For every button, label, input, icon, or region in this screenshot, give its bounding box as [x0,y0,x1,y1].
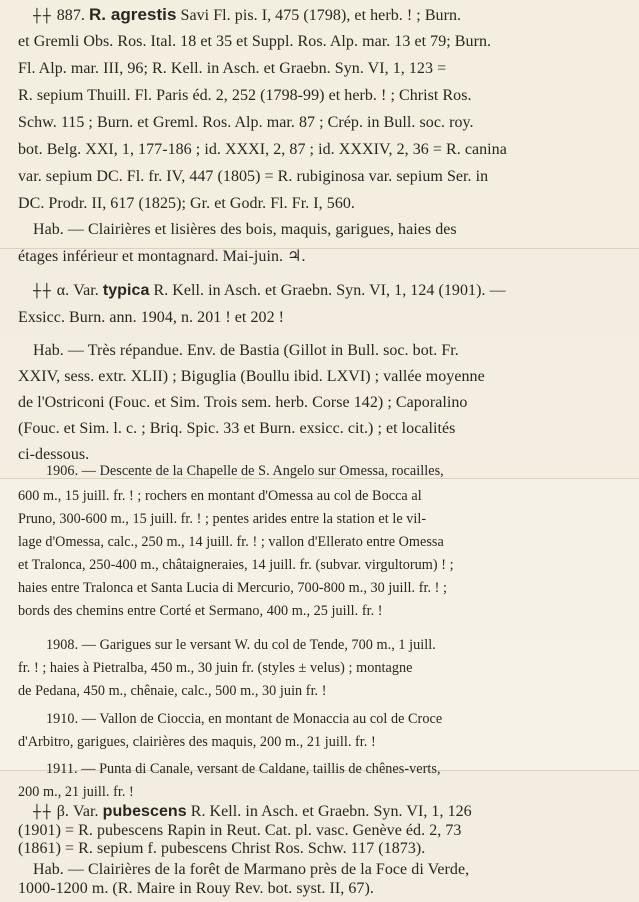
citation-line: Fl. Alp. mar. III, 96; R. Kell. in Asch. et Graebn. Syn. VI, 1, 123 = [18,60,447,77]
species-name: R. agrestis [88,5,177,24]
observation-1906-line: 600 m., 15 juill. fr. ! ; rochers en montant d'Omessa au col de Bocca al [18,488,422,504]
variety-name: pubescens [102,802,187,820]
observation-1908-line: fr. ! ; haies à Pietralba, 450 m., 30 juin fr. (styles ± velus) ; montagne [18,660,413,676]
citation-line: (1901) = R. pubescens Rapin in Reut. Cat. pl. vasc. Genève éd. 2, 73 [18,821,462,839]
observation-1906-line: Pruno, 300-600 m., 15 juill. fr. ! ; pentes arides entre la station et le vil- [18,511,427,527]
observation-1910-line: 1910. — Vallon de Cioccia, en montant de Monaccia au col de Croce [46,711,443,727]
variety-name: typica [102,282,150,299]
observation-1910-line: d'Arbitro, garigues, clairières des maquis, 200 m., 21 juill. fr. ! [18,734,376,750]
observation-1908-line: de Pedana, 450 m., chênaie, calc., 500 m., 30 juin fr. ! [18,683,327,699]
habitat-line: Hab. — Clairières et lisières des bois, maquis, garigues, haies des [33,221,457,238]
variety-heading-line [33,280,632,303]
species-heading-line [33,4,632,28]
variety-citation: R. Kell. in Asch. et Graebn. Syn. VI, 1, 126 [190,802,472,820]
observation-1911-line: 1911. — Punta di Canale, versant de Caldane, taillis de chênes-verts, [46,761,441,777]
habitat-line: ci-dessous. [18,446,90,463]
habitat-line: Hab. — Très répandue. Env. de Bastia (Gillot in Bull. soc. bot. Fr. [33,342,459,359]
habitat-line: 1000-1200 m. (R. Maire in Rouy Rev. bot. syst. II, 67). [18,880,374,897]
citation-line: et Gremli Obs. Ros. Ital. 18 et 35 et Suppl. Ros. Alp. mar. 13 et 79; Burn. [18,33,492,50]
observation-1906-line: haies entre Tralonca et Santa Lucia di Mercurio, 700-800 m., 30 juill. fr. ! ; [18,580,448,596]
observation-1906-line: et Tralonca, 250-400 m., châtaigneraies, 14 juill. fr. (subvar. virgultorum) ! ; [18,557,454,573]
species-citation: Savi Fl. pis. I, 475 (1798), et herb. ! ; Burn. [180,7,462,24]
observation-1911-line: 200 m., 21 juill. fr. ! [18,784,134,800]
observation-1906-line: bords des chemins entre Corté et Sermano, 400 m., 25 juill. fr. ! [18,603,383,619]
habitat-line: (Fouc. et Sim. l. c. ; Briq. Spic. 33 et Burn. exsicc. cit.) ; et localités [18,420,456,437]
variety-word: Var. [73,282,99,299]
habitat-line: étages inférieur et montagnard. Mai-juin. ♃. [18,248,306,265]
citation-line: Schw. 115 ; Burn. et Greml. Ros. Alp. mar. 87 ; Crép. in Bull. soc. roy. [18,114,474,131]
variety-marks: ┼┼ [33,284,53,299]
citation-line: R. sepium Thuill. Fl. Paris éd. 2, 252 (1798-99) et herb. ! ; Christ Ros. [18,87,472,104]
habitat-line: XXIV, sess. extr. XLII) ; Biguglia (Boullu ibid. LXVI) ; vallée moyenne [18,368,485,385]
variety-greek-letter: α. [56,282,70,299]
habitat-line: de l'Ostriconi (Fouc. et Sim. Trois sem. herb. Corse 142) ; Caporalino [18,394,468,411]
citation-line: var. sepium DC. Fl. fr. IV, 447 (1805) = R. rubiginosa var. sepium Ser. in [18,168,489,185]
variety-citation: R. Kell. in Asch. et Graebn. Syn. VI, 1, 124 (1901). — [153,282,506,299]
exsiccata-line: Exsicc. Burn. ann. 1904, n. 201 ! et 202 ! [18,309,285,326]
citation-line: (1861) = R. sepium f. pubescens Christ Ros. Schw. 117 (1873). [18,840,426,858]
variety-marks: ┼┼ [33,804,53,820]
variety-word: Var. [73,802,99,820]
species-number: 887. [56,7,85,24]
variety-greek-letter: β. [56,802,69,820]
species-marks: ┼┼ [33,9,53,24]
observation-1906-line: 1906. — Descente de la Chapelle de S. Angelo sur Omessa, rocailles, [46,463,444,479]
citation-line: bot. Belg. XXI, 1, 177-186 ; id. XXXI, 2, 87 ; id. XXXIV, 2, 36 = R. canina [18,141,507,158]
observation-1908-line: 1908. — Garigues sur le versant W. du col de Tende, 700 m., 1 juill. [46,637,436,653]
observation-1906-line: lage d'Omessa, calc., 250 m., 14 juill. fr. ! ; vallon d'Ellerato entre Omessa [18,534,444,550]
habitat-line: Hab. — Clairières de la forêt de Marmano près de la Foce di Verde, [33,861,470,879]
citation-line: DC. Prodr. II, 617 (1825); Gr. et Godr. Fl. Fr. I, 560. [18,195,355,212]
